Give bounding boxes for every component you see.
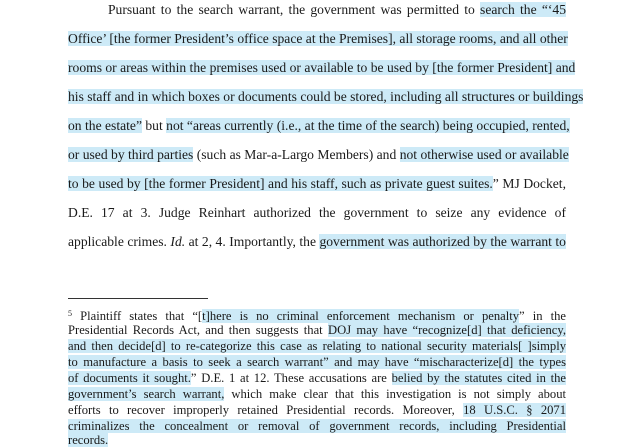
footnote-line-6: government’s search warrant, which make clear that this investigation is not simply about bbox=[68, 387, 566, 401]
body-line-6: or used by third parties (such as Mar-a-Largo Members) and not otherwise used or available bbox=[68, 147, 569, 162]
body-line-8: D.E. 17 at 3. Judge Reinhart authorized the government to seize any evidence of bbox=[68, 205, 566, 220]
footnote-number: 5 bbox=[68, 309, 72, 318]
body-line-3: rooms or areas within the premises used or available to be used by [the former President] and bbox=[68, 60, 576, 75]
footnote-line-2: Presidential Records Act, and then suggests that DOJ may have “recognize[d] that deficiency, bbox=[68, 323, 566, 337]
footnote-line-3: and then decide[d] to re-categorize this case as relating to national security materials[ ]simply bbox=[68, 339, 566, 353]
body-line-4: his staff and in which boxes or documents could be stored, including all structures or buildings bbox=[68, 89, 584, 104]
footnote-line-4: to manufacture a basis to seek a search warrant” and may have “mischaracterize[d] the types bbox=[68, 355, 566, 369]
footnote-line-9: records. bbox=[68, 433, 109, 447]
footnote-line-1: $^5$ Plaintiff states that “[t]here is no criminal enforcement mechanism or penalty” in the bbox=[68, 309, 566, 323]
footnote-line-7: efforts to recover improperly retained Presidential records. Moreover, 18 U.S.C. § 2071 bbox=[68, 403, 567, 417]
footnote-line-8: criminalizes the concealment or removal of government records, including Presidential bbox=[68, 419, 566, 433]
body-line-5: on the estate” but not “areas currently (i.e., at the time of the search) being occupied, rented, bbox=[68, 118, 570, 133]
body-line-7: to be used by [the former President] and his staff, such as private guest suites.” MJ Docket, bbox=[68, 176, 566, 191]
footnote-divider bbox=[68, 298, 208, 299]
body-line-2: Office’ [the former President’s office space at the Premises], all storage rooms, and all other bbox=[68, 31, 568, 46]
body-line-1: Pursuant to the search warrant, the government was permitted to search the “‘45 bbox=[108, 2, 566, 17]
body-line-9: applicable crimes. Id. at 2, 4. Importantly, the government was authorized by the warrant to bbox=[68, 234, 566, 249]
footnote-line-5: of documents it sought.” D.E. 1 at 12. These accusations are belied by the statutes cited in the bbox=[68, 371, 567, 385]
